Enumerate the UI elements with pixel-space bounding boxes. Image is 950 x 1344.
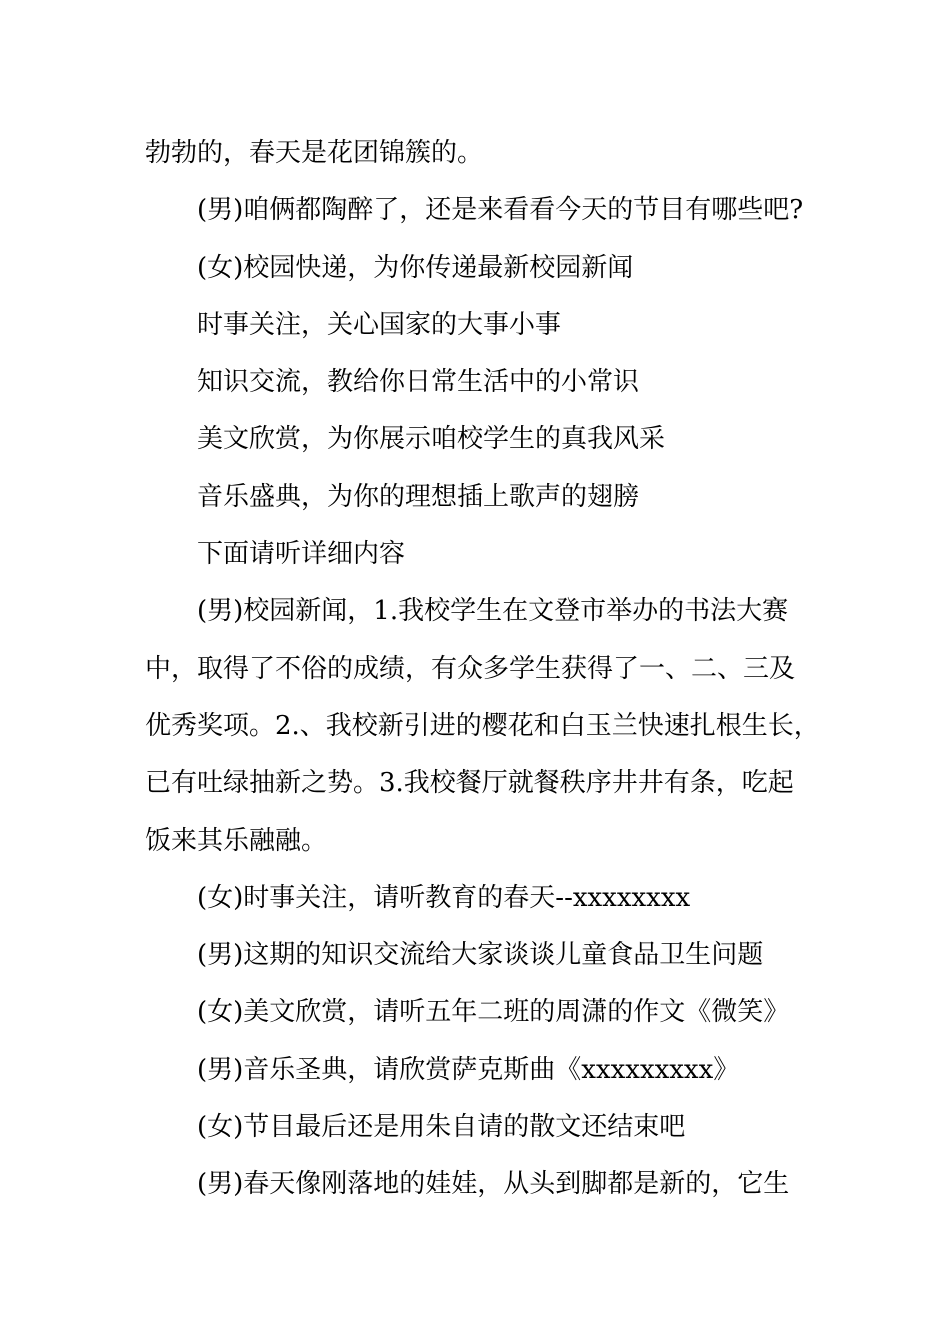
- text-line: 音乐盛典，为你的理想插上歌声的翅膀: [197, 481, 640, 512]
- text-line: (男)音乐圣典，请欣赏萨克斯曲《xxxxxxxxx》: [197, 1054, 740, 1085]
- text-line: 优秀奖项。2.、我校新引进的樱花和白玉兰快速扎根生长，: [145, 710, 820, 741]
- text-line: (男)校园新闻，1.我校学生在文登市举办的书法大赛: [197, 596, 789, 627]
- text-line: 已有吐绿抽新之势。3.我校餐厅就餐秩序井井有条，吃起: [145, 768, 794, 799]
- text-line: 时事关注，关心国家的大事小事: [197, 309, 562, 340]
- text-line: (男)春天像刚落地的娃娃，从头到脚都是新的，它生: [197, 1169, 790, 1200]
- text-line: (男)这期的知识交流给大家谈谈儿童食品卫生问题: [197, 940, 764, 971]
- text-line: (女)节目最后还是用朱自请的散文还结束吧: [197, 1112, 686, 1143]
- text-line: 美文欣赏，为你展示咱校学生的真我风采: [197, 424, 666, 455]
- text-line: (女)时事关注，请听教育的春天--xxxxxxxx: [197, 882, 691, 913]
- text-line: 饭来其乐融融。: [145, 825, 328, 856]
- text-line: 勃勃的，春天是花团锦簇的。: [145, 138, 484, 168]
- document-body: [145, 125, 825, 1214]
- text-line: (女)校园快递，为你传递最新校园新闻: [197, 252, 634, 283]
- text-line: 知识交流，教给你日常生活中的小常识: [197, 367, 640, 398]
- text-line: 中，取得了不俗的成绩，有众多学生获得了一、二、三及: [145, 653, 796, 684]
- text-line: 下面请听详细内容: [197, 539, 406, 570]
- text-line: (男)咱俩都陶醉了，还是来看看今天的节目有哪些吧?: [197, 195, 804, 226]
- text-line: (女)美文欣赏，请听五年二班的周潇的作文《微笑》: [197, 997, 790, 1028]
